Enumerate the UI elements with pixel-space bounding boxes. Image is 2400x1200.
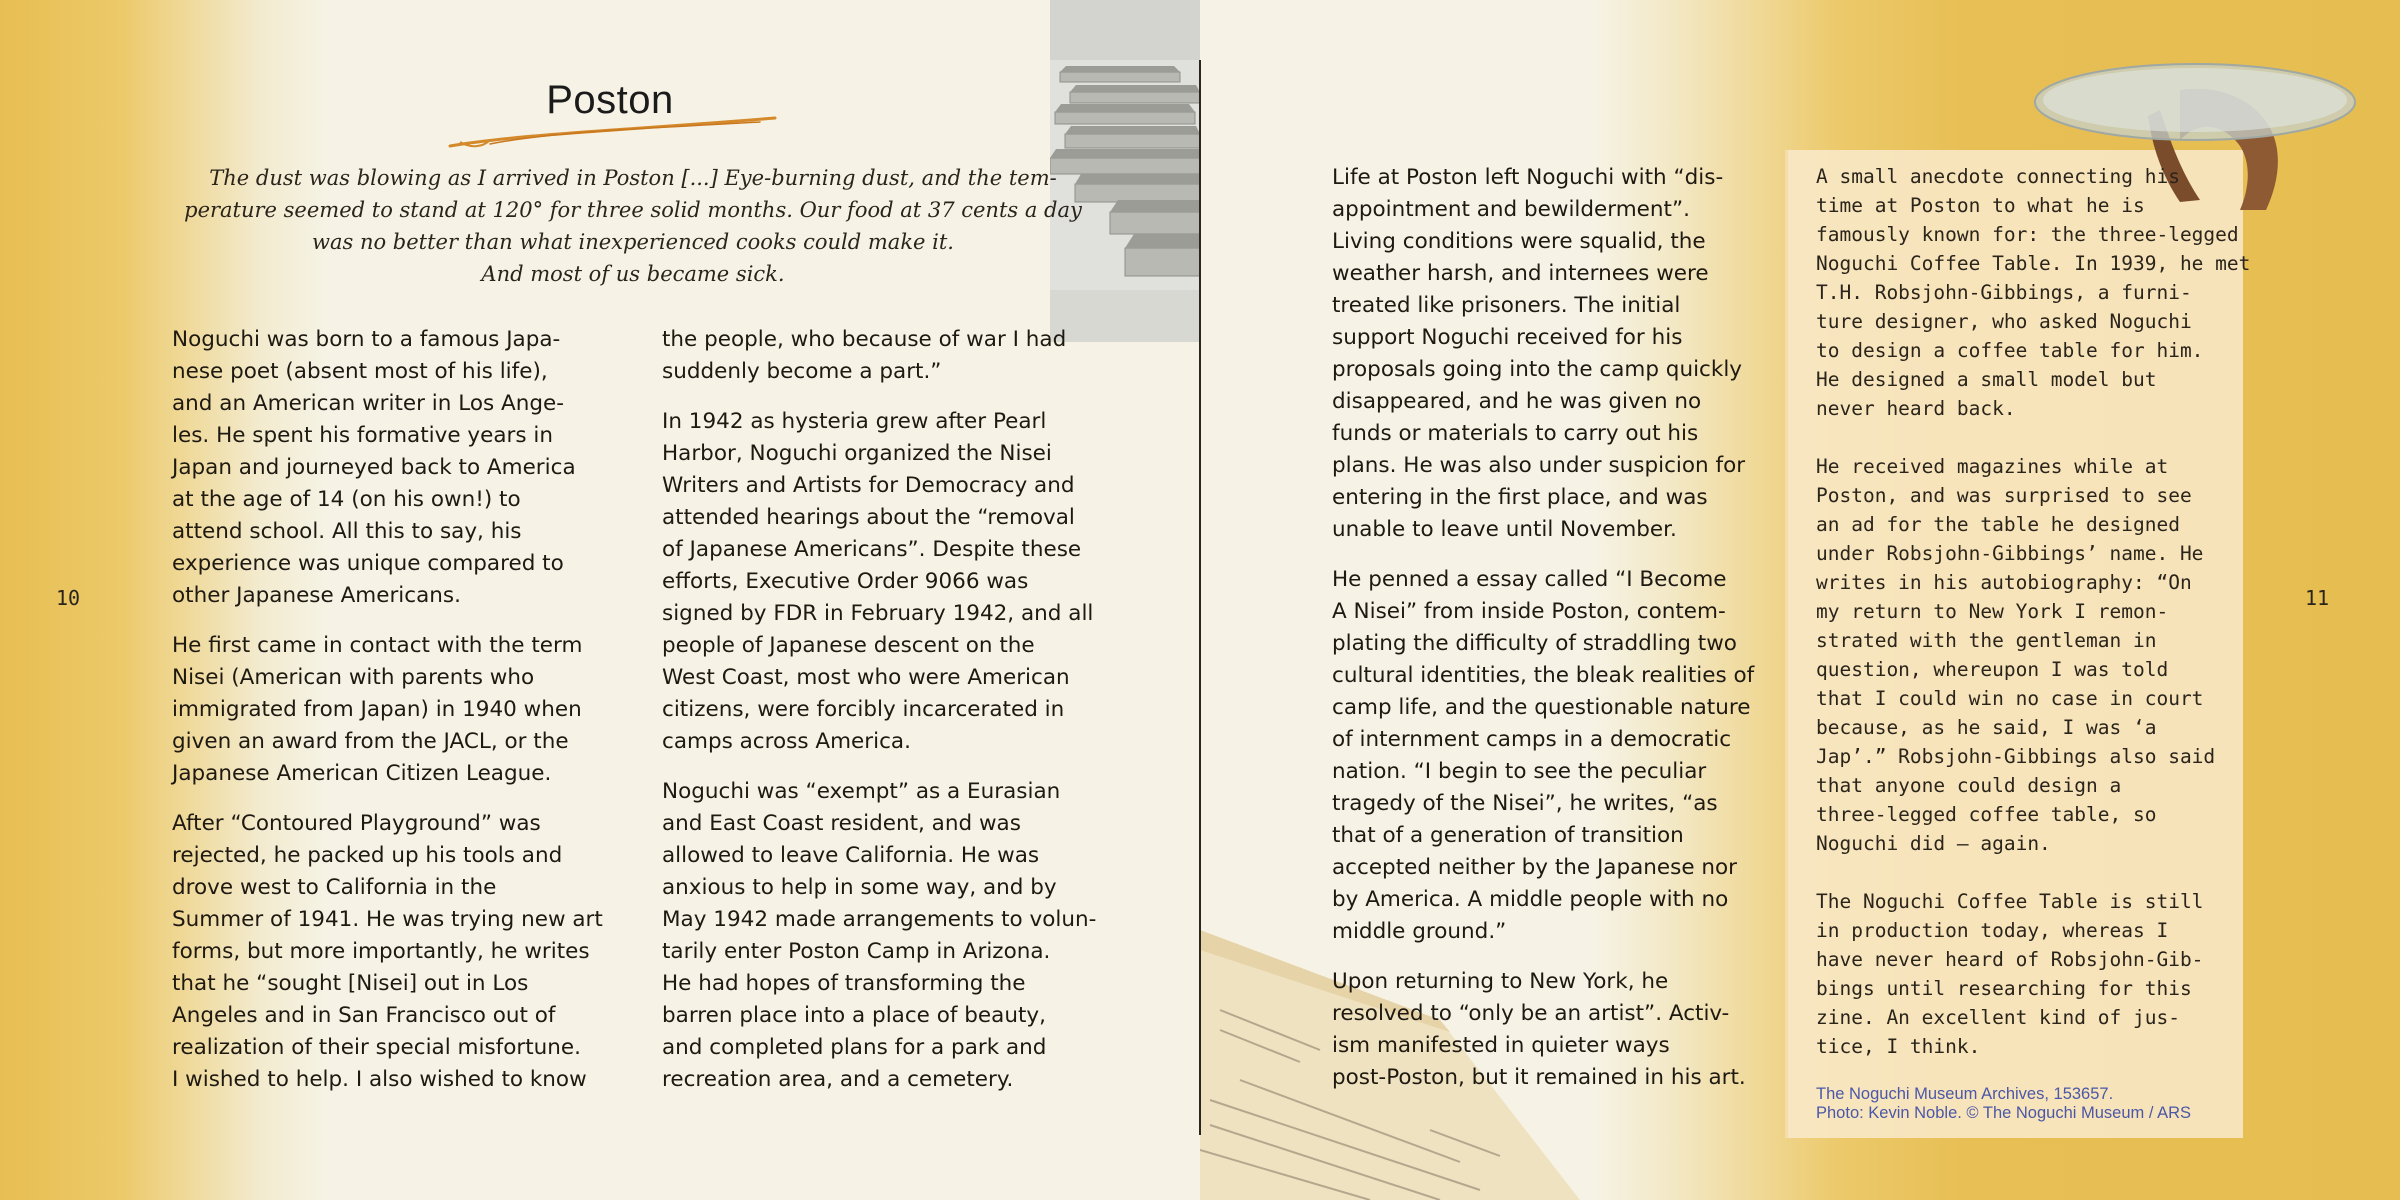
text-line: and an American writer in Los Ange-	[172, 391, 564, 416]
text-line: proposals going into the camp quickly	[1332, 357, 1743, 382]
text-line: post-Poston, but it remained in his art.	[1332, 1065, 1746, 1090]
text-line: plans. He was also under suspicion for	[1332, 453, 1746, 478]
text-line: funds or materials to carry out his	[1332, 421, 1699, 446]
credit-line: The Noguchi Museum Archives, 153657.	[1816, 1085, 2114, 1103]
photo-credit	[1816, 1085, 2246, 1123]
text-line: tarily enter Poston Camp in Arizona.	[662, 939, 1051, 964]
paragraph	[172, 630, 612, 790]
paragraph	[662, 776, 1102, 1096]
paragraph	[172, 324, 612, 612]
text-line: attended hearings about the “removal	[662, 505, 1075, 530]
text-line: entering in the first place, and was	[1332, 485, 1708, 510]
text-line: accepted neither by the Japanese nor	[1332, 855, 1738, 880]
text-line: attend school. All this to say, his	[172, 519, 522, 544]
text-line: unable to leave until November.	[1332, 517, 1677, 542]
page-spine	[1199, 60, 1201, 1135]
text-line: have never heard of Robsjohn-Gib-	[1816, 948, 2204, 971]
text-line: suddenly become a part.”	[662, 359, 942, 384]
text-line: writes in his autobiography: “On	[1816, 571, 2192, 594]
text-line: in production today, whereas I	[1816, 919, 2169, 942]
title-underline-swoosh	[430, 112, 790, 152]
text-line: given an award from the JACL, or the	[172, 729, 569, 754]
text-line: efforts, Executive Order 9066 was	[662, 569, 1029, 594]
quote-line: was no better than what inexperienced cooks could make it.	[312, 230, 954, 254]
text-line: disappeared, and he was given no	[1332, 389, 1702, 414]
quote-line: And most of us became sick.	[481, 262, 785, 286]
text-line: and completed plans for a park and	[662, 1035, 1047, 1060]
text-line: allowed to leave California. He was	[662, 843, 1040, 868]
text-line: West Coast, most who were American	[662, 665, 1070, 690]
paragraph	[1816, 162, 2251, 423]
text-line: weather harsh, and internees were	[1332, 261, 1709, 286]
text-line: Noguchi was born to a famous Japa-	[172, 327, 561, 352]
text-line: strated with the gentleman in	[1816, 629, 2157, 652]
text-line: The Noguchi Coffee Table is still	[1816, 890, 2204, 913]
text-line: ism manifested in quieter ways	[1332, 1033, 1670, 1058]
text-line: never heard back.	[1816, 397, 2016, 420]
text-line: I wished to help. I also wished to know	[172, 1067, 587, 1092]
paragraph	[1332, 966, 1772, 1094]
text-line: to design a coffee table for him.	[1816, 339, 2204, 362]
text-line: camps across America.	[662, 729, 911, 754]
text-line: After “Contoured Playground” was	[172, 811, 541, 836]
text-line: A small anecdote connecting his	[1816, 165, 2180, 188]
text-line: camp life, and the questionable nature	[1332, 695, 1751, 720]
text-line: resolved to “only be an artist”. Activ-	[1332, 1001, 1730, 1026]
text-line: that anyone could design a	[1816, 774, 2122, 797]
quote-line: perature seemed to stand at 120° for three solid months. Our food at 37 cents a day	[184, 198, 1082, 222]
text-line: cultural identities, the bleak realities of	[1332, 663, 1755, 688]
text-line: May 1942 made arrangements to volun-	[662, 907, 1097, 932]
text-line: three-legged coffee table, so	[1816, 803, 2157, 826]
text-line: under Robsjohn-Gibbings’ name. He	[1816, 542, 2204, 565]
text-line: T.H. Robsjohn-Gibbings, a furni-	[1816, 281, 2192, 304]
page-number-right: 11	[2305, 586, 2330, 610]
epigraph-quote	[168, 162, 1098, 290]
paragraph	[1816, 452, 2246, 858]
paragraph	[172, 808, 612, 1096]
paragraph	[662, 324, 1102, 388]
text-line: famously known for: the three-legged	[1816, 223, 2239, 246]
text-line: Jap’.” Robsjohn-Gibbings also said	[1816, 745, 2216, 768]
text-line: ture designer, who asked Noguchi	[1816, 310, 2192, 333]
text-line: bings until researching for this	[1816, 977, 2192, 1000]
text-line: recreation area, and a cemetery.	[662, 1067, 1014, 1092]
text-line: other Japanese Americans.	[172, 583, 461, 608]
text-line: that of a generation of transition	[1332, 823, 1684, 848]
quote-line: The dust was blowing as I arrived in Poston [...] Eye-burning dust, and the tem-	[209, 166, 1057, 190]
text-line: Japan and journeyed back to America	[172, 455, 576, 480]
text-line: time at Poston to what he is	[1816, 194, 2145, 217]
text-line: treated like prisoners. The initial	[1332, 293, 1681, 318]
text-line: an ad for the table he designed	[1816, 513, 2180, 536]
text-line: Nisei (American with parents who	[172, 665, 535, 690]
text-line: question, whereupon I was told	[1816, 658, 2169, 681]
text-line: les. He spent his formative years in	[172, 423, 553, 448]
text-line: of internment camps in a democratic	[1332, 727, 1732, 752]
text-line: A Nisei” from inside Poston, contem-	[1332, 599, 1726, 624]
text-line: tice, I think.	[1816, 1035, 1981, 1058]
text-line: that I could win no case in court	[1816, 687, 2204, 710]
text-line: at the age of 14 (on his own!) to	[172, 487, 521, 512]
text-line: anxious to help in some way, and by	[662, 875, 1057, 900]
text-line: my return to New York I remon-	[1816, 600, 2169, 623]
left-column-1	[172, 324, 612, 1114]
text-line: Upon returning to New York, he	[1332, 969, 1669, 994]
text-line: Summer of 1941. He was trying new art	[172, 907, 603, 932]
text-line: He received magazines while at	[1816, 455, 2169, 478]
text-line: drove west to California in the	[172, 875, 497, 900]
text-line: Life at Poston left Noguchi with “dis-	[1332, 165, 1724, 190]
left-column-2	[662, 324, 1102, 1114]
text-line: by America. A middle people with no	[1332, 887, 1729, 912]
text-line: citizens, were forcibly incarcerated in	[662, 697, 1065, 722]
text-line: nation. “I begin to see the peculiar	[1332, 759, 1707, 784]
text-line: plating the difficulty of straddling two	[1332, 631, 1737, 656]
text-line: experience was unique compared to	[172, 551, 564, 576]
text-line: Noguchi was “exempt” as a Eurasian	[662, 779, 1061, 804]
text-line: people of Japanese descent on the	[662, 633, 1035, 658]
text-line: of Japanese Americans”. Despite these	[662, 537, 1082, 562]
right-column	[1332, 162, 1772, 1112]
text-line: signed by FDR in February 1942, and all	[662, 601, 1094, 626]
text-line: barren place into a place of beauty,	[662, 1003, 1046, 1028]
paragraph	[1332, 564, 1772, 948]
text-line: and East Coast resident, and was	[662, 811, 1021, 836]
text-line: Angeles and in San Francisco out of	[172, 1003, 556, 1028]
text-line: nese poet (absent most of his life),	[172, 359, 548, 384]
text-line: He first came in contact with the term	[172, 633, 583, 658]
text-line: Poston, and was surprised to see	[1816, 484, 2192, 507]
page-number-left: 10	[56, 586, 81, 610]
text-line: zine. An excellent kind of jus-	[1816, 1006, 2180, 1029]
paragraph	[1816, 887, 2246, 1061]
text-line: because, as he said, I was ‘a	[1816, 716, 2157, 739]
text-line: the people, who because of war I had	[662, 327, 1067, 352]
title-block	[430, 78, 790, 158]
text-line: middle ground.”	[1332, 919, 1507, 944]
paragraph	[662, 406, 1102, 758]
sidebar-anecdote	[1816, 162, 2251, 1090]
text-line: rejected, he packed up his tools and	[172, 843, 563, 868]
text-line: Noguchi Coffee Table. In 1939, he met	[1816, 252, 2251, 275]
text-line: He designed a small model but	[1816, 368, 2157, 391]
text-line: realization of their special misfortune.	[172, 1035, 581, 1060]
text-line: support Noguchi received for his	[1332, 325, 1683, 350]
text-line: that he “sought [Nisei] out in Los	[172, 971, 529, 996]
paragraph	[1332, 162, 1772, 546]
page-title: Poston	[546, 78, 674, 122]
text-line: He penned a essay called “I Become	[1332, 567, 1727, 592]
text-line: Harbor, Noguchi organized the Nisei	[662, 441, 1052, 466]
text-line: Living conditions were squalid, the	[1332, 229, 1706, 254]
text-line: Writers and Artists for Democracy and	[662, 473, 1075, 498]
text-line: In 1942 as hysteria grew after Pearl	[662, 409, 1047, 434]
text-line: tragedy of the Nisei”, he writes, “as	[1332, 791, 1718, 816]
credit-line: Photo: Kevin Noble. © The Noguchi Museum / ARS	[1816, 1104, 2192, 1122]
text-line: He had hopes of transforming the	[662, 971, 1026, 996]
text-line: Japanese American Citizen League.	[172, 761, 552, 786]
text-line: Noguchi did — again.	[1816, 832, 2051, 855]
text-line: appointment and bewilderment”.	[1332, 197, 1690, 222]
text-line: immigrated from Japan) in 1940 when	[172, 697, 582, 722]
text-line: forms, but more importantly, he writes	[172, 939, 590, 964]
